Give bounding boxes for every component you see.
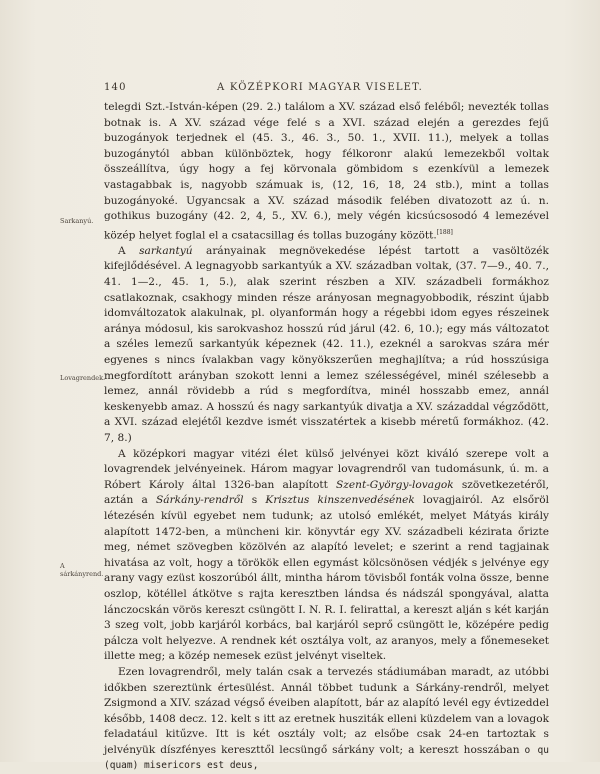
inscription-text: o qu (quam) misericors est deus, [104, 744, 549, 772]
paragraph-text: lovagjairól. Az elsőröl létezésén kívül egyebet nem tudunk; az utolsó emlékét, melyet Mátyás király alapított 1472-ben, a müncheni kir. könyvtár egy XV. századbeli kézirata őrizte meg, német szövegben közölvén az alapító levelet; e szerint a rend tagjainak hivatása az volt, hogy a törökök ellen egymást kölcsönösen védjék s jelvénye egy arany vagy ezüst koszorúból állt, mintha három tövisből fonták volna össze, benne oszlop, kötéllel átkötve s rajta keresztben lándsa és nádszál spongyával, alatta lánczocskán vörös kereszt csüngött I. N. R. I. felirattal, a kereszt alján s két karján 3 szeg volt, jobb karjáról korbács, bal karjáról seprő csüngött le, középére pedig pálcza volt helyezve. A rendnek két osztálya volt, az aranyos, mely a főnemeseket illette meg; a közép nemesek ezüst jelvényt viseltek. [104, 494, 549, 663]
page-number: 140 [104, 82, 127, 93]
paragraph-text: A [118, 244, 140, 257]
margin-note-sarkanyu: Sarkanyú. [60, 217, 94, 225]
paragraph-text: s [243, 494, 266, 507]
body-text [104, 100, 549, 774]
paragraph-text: A középkori magyar vitézi élet külső jelvényei közt kiváló szerepe volt a lovagrendek jelvényeinek. Három magyar lovagrendről van tudomásunk, ú. m. a Róbert Károly által 1326-ban alapított [104, 447, 549, 491]
paragraph-buzogany [104, 100, 549, 244]
paragraph-sarkantyu [104, 244, 549, 447]
paragraph-lovagrendek [104, 447, 549, 665]
margin-note-sarkanyrend: A sárkányrend. [60, 562, 104, 578]
emphasis-term: Krisztus kinszenvedésének [265, 494, 415, 507]
emphasis-term: sarkantyú [139, 244, 193, 257]
running-title: A KÖZÉPKORI MAGYAR VISELET. [217, 82, 423, 93]
paragraph-sarkanyrend [104, 665, 549, 774]
paragraph-text: Ezen lovagrendről, mely talán csak a tervezés stádiumában maradt, az utóbbi időkben szereztünk értesülést. Annál többet tudunk a Sárkány-rendről, melyet Zsigmond a XIV. század végső éveiben alapított, bár az alapító levél egy évtizeddel később, 1408 decz. 12. kelt s itt az eretnek husziták elleni küzdelem van a lovagok feladatául kitűzve. Itt is két osztály volt; az elsőbe csak 24-en tartoztak s jelvényük díszfényes kereszttől lecsüngő sárkány volt; a kereszt hosszában [104, 665, 549, 756]
emphasis-term: Szent-György-lovagok [336, 478, 454, 491]
margin-note-lovagrendek: Lovagrendek. [60, 374, 106, 382]
footnote-ref: [188] [436, 228, 453, 236]
paragraph-text: szövetkezetéről, aztán a [104, 478, 549, 507]
emphasis-term: Sárkány-rendről [156, 494, 244, 507]
paragraph-text: arányainak megnövekedése lépést tartott a vasöltözék kifejlődésével. A legnagyobb sarkantyúk a XV. században voltak, (37. 7—9., 40. 7., 41. 1—2., 45. 1, 5.), alak szerint részben a XIV. századbeli formákhoz csatlakoznak, csakhogy minden része arányosan megnagyobbodik, részint újabb idomváltozatok alakulnak, pl. olyanformán hogy a régebbi idom egyes részeinek aránya módosul, kis sarokvashoz hosszú rúd járul (42. 6, 10.); egy más változatot a széles lemezű sarkantyúk képeznek (42. 11.), ezeknél a sarokvas szára mér egyenes s nincs ívalakban vagy könyökszerűen meghajlítva; a rúd hosszúsiga megfordított arányban szokott lenni a lemez szélességével, minél szélesebb a lemez, annál rövidebb a rúd s megfordítva, minél hosszabb emez, annál keskenyebb amaz. A hosszú és nagy sarkantyúk divatja a XV. századdal végződött, a XVI. század elejétől kezdve ismét visszatértek a kisebb méretű formákhoz. (42. 7, 8.) [104, 244, 549, 444]
paragraph-text: telegdi Szt.-István-képen (29. 2.) találom a XV. század első feléből; nevezték tollas botnak is. A XV. század vége felé s a XVI. század elején a gerezdes fejű buzogányok terjednek el (45. 3., 46. 3., 50. 1., XVII. 11.), melyek a tollas buzogánytól abban különböztek, hogy félkoronг alakú lemezekből voltak összeállítva, úgy hogy a fej körvonala gömbidom s ezenkívül a lemezek vastagabbak is, nagyobb számuak is, (12, 16, 18, 24 stb.), mint a tollas buzogányoké. Ugyancsak a XV. század második felében divatozott az ú. n. gothikus buzogány (42. 2, 4, 5., XV. 6.), mely végén kicsúcsosodó 4 lemezével közép helyet foglal el a csatacsillag és tollas buzogány között. [104, 101, 549, 242]
